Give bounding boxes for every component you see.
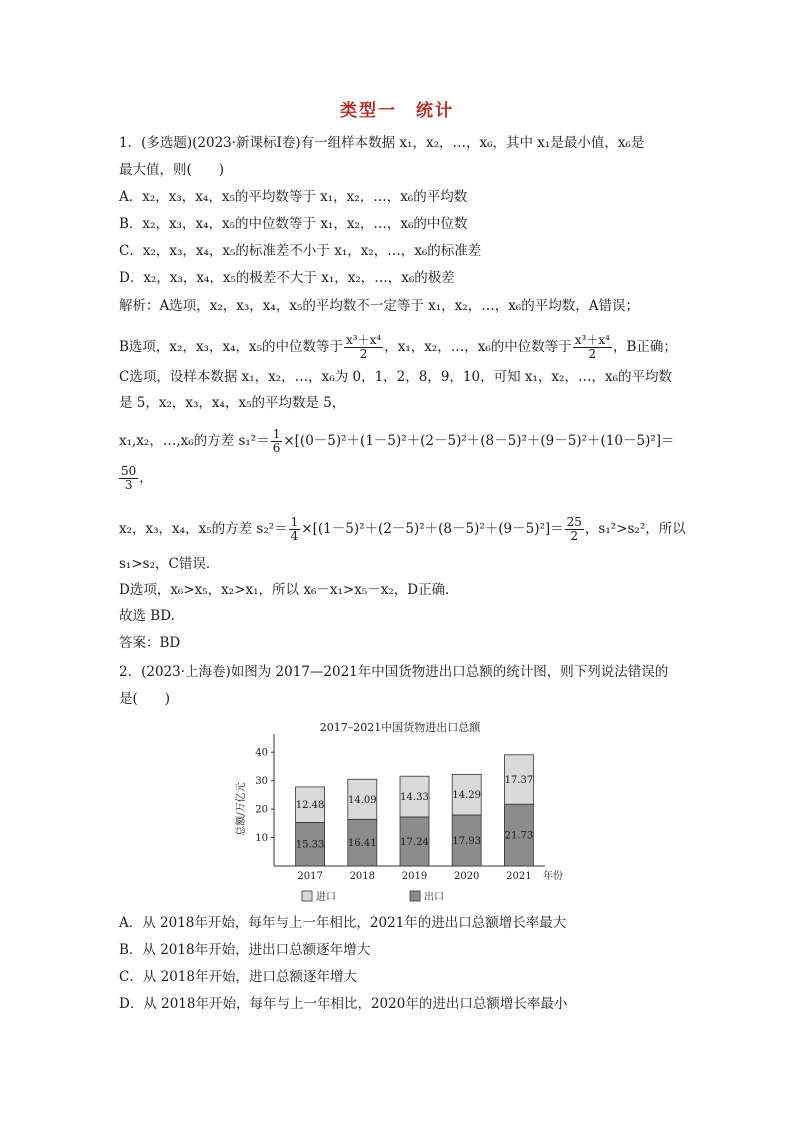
q2-option-d: D．从 2018年开始，每年与上一年相比，2020年的进出口总额增长率最小: [119, 996, 568, 1012]
median-fraction-2-num: x³＋x⁴: [574, 333, 610, 347]
page-title: 类型一 统计: [340, 101, 454, 121]
legend-import-swatch: [302, 891, 312, 901]
q2-option-a: A．从 2018年开始，每年与上一年相比，2021年的进出口总额增长率最大: [119, 915, 567, 931]
x-tick-label: 2021: [506, 871, 532, 882]
data-label: 17.93: [452, 835, 482, 847]
q1-variance-1-text1: x₁,x₂，…,x₆的方差 s₁²＝: [119, 433, 270, 449]
data-label: 14.33: [400, 792, 429, 804]
fraction-one-fourth: [289, 516, 301, 543]
q1-analysis-a: 解析：A选项，x₂，x₃，x₄，x₅的平均数不一定等于 x₁，x₂，…，x₆的平均数，A错误；: [119, 298, 639, 314]
q1-variance-2-text2: ×[(1－5)²＋(2－5)²＋(8－5)²＋(9－5)²]＝: [301, 521, 564, 537]
median-fraction-2-den: 2: [588, 347, 597, 361]
q1-choose: 故选 BD.: [119, 608, 175, 624]
chart-ylabel: 总额/万亿元: [236, 782, 247, 836]
q2-stem-line1: 2．(2023·上海卷)如图为 2017—2021年中国货物进出口总额的统计图，则下列说法错误的: [119, 664, 669, 680]
q1-variance-1-result: [119, 465, 153, 492]
q1-answer: 答案：BD: [119, 635, 181, 651]
fraction-one-sixth-den: 6: [272, 441, 281, 455]
fraction-one-fourth-den: 4: [290, 529, 299, 543]
data-label: 17.24: [400, 836, 429, 848]
q2-option-c: C．从 2018年开始，进口总额逐年增大: [119, 969, 357, 985]
median-fraction-2: [573, 334, 612, 361]
legend-import-label: 进口: [316, 892, 336, 903]
q1-variance-1-comma: ，: [139, 470, 153, 486]
trade-chart: [230, 716, 570, 911]
data-label: 17.37: [504, 774, 534, 786]
q1-option-b: B．x₂，x₃，x₄，x₅的中位数等于 x₁，x₂，…，x₆的中位数: [119, 216, 468, 232]
y-tick-label: 40: [255, 747, 268, 759]
q1-option-c: C．x₂，x₃，x₄，x₅的标准差不小于 x₁，x₂，…，x₆的标准差: [119, 243, 482, 259]
q2-stem-line2: 是( ): [119, 691, 171, 707]
y-tick-label: 20: [255, 804, 268, 816]
q1-variance-2: [119, 516, 686, 543]
data-label: 16.41: [347, 838, 377, 850]
fraction-fifty-thirds: [119, 465, 138, 492]
q1-analysis-b-text1: B选项，x₂，x₃，x₄，x₅的中位数等于: [119, 339, 344, 355]
median-fraction-1-num: x³＋x⁴: [346, 333, 382, 347]
legend-export-label: 出口: [424, 892, 444, 903]
q1-analysis-c1: C选项，设样本数据 x₁，x₂，…，x₆为 0，1，2，8，9，10，可知 x₁，x₂，…，x₆的平均数: [119, 369, 672, 385]
q1-option-a: A．x₂，x₃，x₄，x₅的平均数等于 x₁，x₂，…，x₆的平均数: [119, 189, 468, 205]
q1-variance-1: [119, 428, 675, 455]
q1-analysis-c-conclusion: s₁>s₂，C错误．: [119, 556, 220, 572]
data-label: 12.48: [295, 800, 325, 812]
legend-export-swatch: [410, 891, 420, 901]
q1-variance-1-text2: ×[(0－5)²＋(1－5)²＋(2－5)²＋(8－5)²＋(9－5)²＋(10－5)²]＝: [283, 433, 675, 449]
y-tick-label: 30: [255, 776, 268, 788]
y-tick-label: 10: [255, 833, 268, 845]
x-tick-label: 2020: [453, 871, 480, 882]
q1-variance-2-text3: ，s₁²>s₂²，所以: [584, 521, 686, 537]
fraction-one-sixth-num: 1: [272, 427, 281, 441]
q1-analysis-d: D选项，x₆>x₅，x₂>x₁，所以 x₆－x₁>x₅－x₂，D正确．: [119, 582, 459, 598]
data-label: 15.33: [295, 839, 325, 851]
chart-title: 2017–2021中国货物进出口总额: [319, 721, 481, 734]
x-axis-label: 年份: [543, 871, 563, 882]
q1-variance-2-text1: x₂，x₃，x₄，x₅的方差 s₂²＝: [119, 521, 288, 537]
fraction-25-halves-den: 2: [570, 529, 579, 543]
median-fraction-1: [344, 334, 383, 361]
x-tick-label: 2018: [349, 871, 376, 882]
fraction-fifty-thirds-num: 50: [121, 464, 137, 478]
fraction-fifty-thirds-den: 3: [124, 478, 133, 492]
fraction-25-halves: [565, 516, 584, 543]
q1-stem-line1: 1．(多选题)(2023·新课标Ⅰ卷)有一组样本数据 x₁，x₂，…，x₆，其中 x₁是最小值，x₆是: [119, 135, 645, 151]
q1-analysis-b-text2: ，x₁，x₂，…，x₆的中位数等于: [384, 339, 572, 355]
q1-analysis-b-text3: ，B正确；: [612, 339, 677, 355]
q1-analysis-c2: 是 5，x₂，x₃，x₄，x₅的平均数是 5，: [119, 395, 346, 411]
q1-option-d: D．x₂，x₃，x₄，x₅的极差不大于 x₁，x₂，…，x₆的极差: [119, 270, 455, 286]
fraction-25-halves-num: 25: [566, 515, 582, 529]
fraction-one-sixth: [271, 428, 283, 455]
data-label: 14.09: [347, 794, 377, 806]
q2-option-b: B．从 2018年开始，进出口总额逐年增大: [119, 942, 371, 958]
fraction-one-fourth-num: 1: [290, 515, 299, 529]
data-label: 21.73: [504, 830, 534, 842]
data-label: 14.29: [452, 790, 482, 802]
x-tick-label: 2017: [297, 871, 323, 882]
q1-analysis-b: [119, 334, 677, 361]
q1-stem-line2: 最大值，则( ): [119, 162, 225, 178]
median-fraction-1-den: 2: [359, 347, 368, 361]
x-tick-label: 2019: [401, 871, 428, 882]
